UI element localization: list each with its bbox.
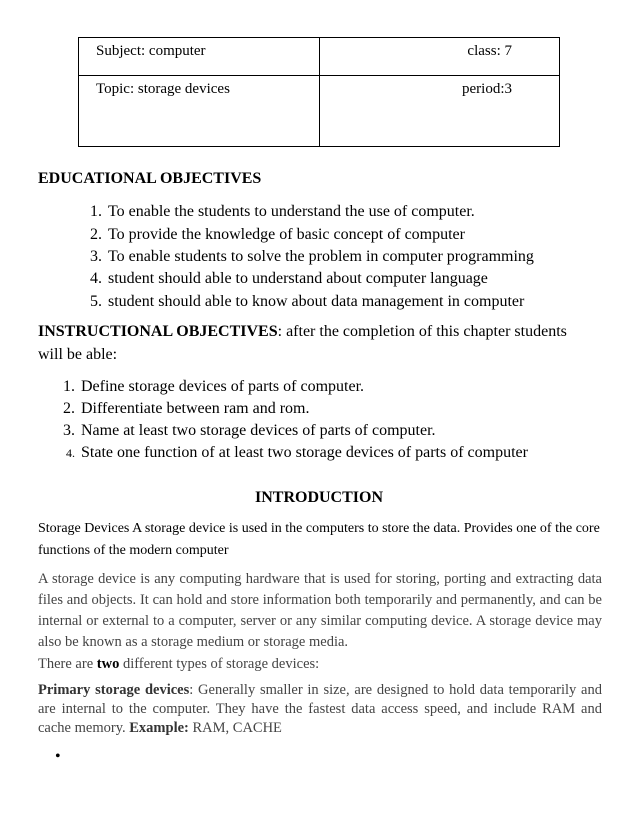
primary-storage-label: Primary storage devices (38, 682, 190, 698)
bullet-point: • (55, 748, 61, 765)
list-number: 3. (63, 422, 75, 439)
header-table (78, 37, 560, 147)
introduction-paragraph-2: A storage device is any computing hardware that is used for storing, porting and extracting data files and objects. It can hold and store information both temporarily and permanently, and can be internal or external to a computer, server or any similar computing device. A storage device may also be known as a storage medium or storage media. (38, 571, 602, 650)
list-item (55, 444, 528, 462)
list-text: To enable the students to understand the use of computer. (108, 203, 475, 220)
primary-storage-text: : Generally smaller in size, are designed to hold data temporarily and are internal to the computer. They have the fastest data access speed, and include RAM and cache memory. (38, 682, 602, 736)
educational-objectives-heading: EDUCATIONAL OBJECTIVES (38, 170, 262, 187)
list-number: 1. (63, 378, 75, 395)
list-item (82, 248, 534, 266)
list-text: Differentiate between ram and rom. (81, 400, 310, 417)
introduction-paragraph-1: Storage Devices A storage device is used in the computers to store the data. Provides one of the core functions of the modern computer (38, 521, 600, 558)
introduction-paragraph-4 (38, 681, 602, 738)
instructional-objectives-heading: INSTRUCTIONAL OBJECTIVES (38, 323, 278, 340)
list-item (55, 378, 364, 396)
p3-text-post: different types of storage devices: (119, 656, 320, 672)
list-text: student should able to know about data management in computer (108, 293, 525, 310)
list-number: 2. (63, 400, 75, 417)
list-text: To provide the knowledge of basic concept of computer (108, 226, 465, 243)
list-number: 3. (90, 248, 102, 265)
example-text: RAM, CACHE (188, 720, 282, 736)
list-item (82, 270, 488, 288)
p3-bold: two (96, 656, 120, 672)
list-text: Name at least two storage devices of parts of computer. (81, 422, 436, 439)
list-item (82, 293, 524, 311)
list-item (82, 203, 475, 221)
list-number: 5. (90, 293, 102, 310)
list-text: Define storage devices of parts of computer. (81, 378, 365, 395)
list-item (82, 226, 465, 244)
introduction-paragraph-3 (38, 654, 602, 675)
list-text: State one function of at least two storage devices of parts of computer (81, 444, 528, 461)
list-text: student should able to understand about computer language (108, 270, 488, 287)
class-cell: class: 7 (319, 38, 560, 76)
list-item (55, 400, 310, 418)
list-number: 2. (90, 226, 102, 243)
list-number: 4. (66, 446, 75, 460)
introduction-heading: INTRODUCTION (254, 489, 383, 506)
period-cell: period:3 (319, 76, 560, 147)
subject-cell: Subject: computer (79, 38, 320, 76)
example-label: Example: (129, 720, 189, 736)
instructional-intro-text: : after the completion of this chapter students (277, 323, 567, 340)
instructional-objectives-intro (38, 323, 567, 341)
list-number: 4. (90, 270, 102, 287)
topic-cell: Topic: storage devices (79, 76, 320, 147)
list-number: 1. (90, 203, 102, 220)
list-text: To enable students to solve the problem in computer programming (108, 248, 534, 265)
list-item (55, 422, 436, 440)
instructional-intro-line2: will be able: (38, 346, 118, 363)
p3-text-pre: There are (38, 656, 97, 672)
